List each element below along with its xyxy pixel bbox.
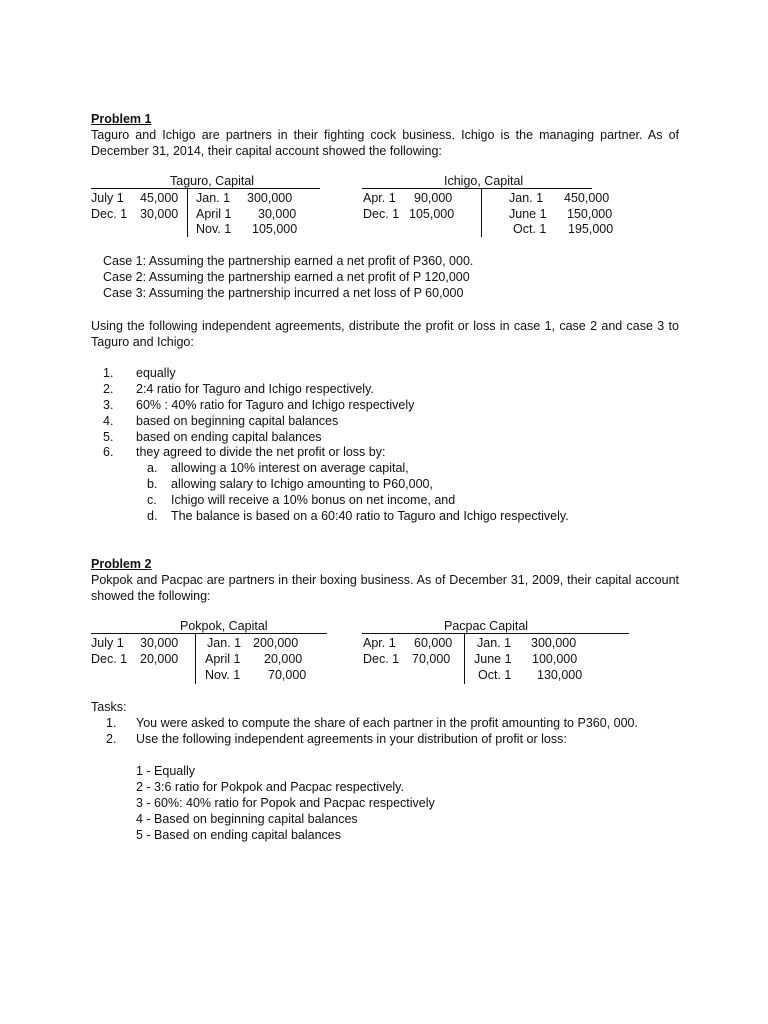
agreement-number: 5. <box>103 430 114 444</box>
agreement-text: based on ending capital balances <box>136 430 322 444</box>
agreement-number: 6. <box>103 445 114 459</box>
pokpok-credit-amount: 20,000 <box>264 652 303 666</box>
sub-agreement-letter: b. <box>147 477 158 491</box>
tasks-label: Tasks: <box>91 700 127 714</box>
agreement-number: 3. <box>103 398 114 412</box>
sub-agreement-letter: d. <box>147 509 158 523</box>
agreement-text: equally <box>136 366 176 380</box>
pacpac-credit-amount: 300,000 <box>531 636 577 650</box>
sub-agreement-text: Ichigo will receive a 10% bonus on net income, and <box>171 493 456 507</box>
option-item: 4 - Based on beginning capital balances <box>136 812 358 826</box>
sub-agreement-letter: c. <box>147 493 157 507</box>
ichigo-credit-date: Oct. 1 <box>513 222 547 236</box>
ichigo-title: Ichigo, Capital <box>444 174 524 188</box>
pacpac-divider <box>464 634 465 684</box>
sub-agreement-text: allowing a 10% interest on average capital, <box>171 461 409 475</box>
pokpok-credit-amount: 70,000 <box>268 668 307 682</box>
problem1-heading: Problem 1 <box>91 112 152 126</box>
taguro-debit-date: July 1 <box>91 191 124 205</box>
agreement-number: 4. <box>103 414 114 428</box>
taguro-debit-date: Dec. 1 <box>91 207 128 221</box>
pacpac-credit-date: June 1 <box>474 652 512 666</box>
pokpok-debit-date: Dec. 1 <box>91 652 128 666</box>
pacpac-credit-amount: 100,000 <box>532 652 578 666</box>
taguro-credit-amount: 105,000 <box>252 222 298 236</box>
case-item: Case 1: Assuming the partnership earned a net profit of P360, 000. <box>103 254 474 268</box>
ichigo-credit-amount: 450,000 <box>564 191 610 205</box>
taguro-debit-amount: 30,000 <box>140 207 179 221</box>
ichigo-credit-amount: 195,000 <box>568 222 614 236</box>
ichigo-credit-date: Jan. 1 <box>509 191 544 205</box>
taguro-credit-date: Nov. 1 <box>196 222 232 236</box>
pokpok-debit-amount: 20,000 <box>140 652 179 666</box>
pacpac-debit-amount: 60,000 <box>414 636 453 650</box>
task-number: 1. <box>106 716 117 730</box>
sub-agreement-text: allowing salary to Ichigo amounting to P60,000, <box>171 477 433 491</box>
option-item: 2 - 3:6 ratio for Pokpok and Pacpac respectively. <box>136 780 404 794</box>
option-item: 3 - 60%: 40% ratio for Popok and Pacpac respectively <box>136 796 435 810</box>
pacpac-credit-date: Jan. 1 <box>477 636 512 650</box>
problem2-intro: Pokpok and Pacpac are partners in their boxing business. As of December 31, 2009, their capital account showed the following: <box>91 573 679 603</box>
ichigo-debit-amount: 90,000 <box>414 191 453 205</box>
pacpac-debit-amount: 70,000 <box>412 652 451 666</box>
taguro-credit-amount: 30,000 <box>258 207 297 221</box>
agreement-number: 2. <box>103 382 114 396</box>
ichigo-divider <box>481 189 482 237</box>
taguro-divider <box>187 189 188 237</box>
agreement-number: 1. <box>103 366 114 380</box>
taguro-credit-date: Jan. 1 <box>196 191 231 205</box>
problem1-instruction: Using the following independent agreements, distribute the profit or loss in case 1, case 2 and case 3 to Taguro and Ichigo: <box>91 319 679 349</box>
pokpok-divider <box>195 634 196 684</box>
task-text: You were asked to compute the share of each partner in the profit amounting to P360, 000. <box>136 716 638 730</box>
taguro-debit-amount: 45,000 <box>140 191 179 205</box>
ichigo-credit-amount: 150,000 <box>567 207 613 221</box>
pokpok-title: Pokpok, Capital <box>180 619 268 633</box>
ichigo-debit-date: Dec. 1 <box>363 207 400 221</box>
pacpac-debit-date: Dec. 1 <box>363 652 400 666</box>
taguro-credit-amount: 300,000 <box>247 191 293 205</box>
pokpok-credit-date: Jan. 1 <box>207 636 242 650</box>
pokpok-credit-date: April 1 <box>205 652 241 666</box>
pacpac-credit-amount: 130,000 <box>537 668 583 682</box>
pokpok-debit-date: July 1 <box>91 636 124 650</box>
problem2-heading: Problem 2 <box>91 557 152 571</box>
case-item: Case 3: Assuming the partnership incurred a net loss of P 60,000 <box>103 286 464 300</box>
ichigo-debit-amount: 105,000 <box>409 207 455 221</box>
pokpok-debit-amount: 30,000 <box>140 636 179 650</box>
pacpac-debit-date: Apr. 1 <box>363 636 396 650</box>
agreement-text: they agreed to divide the net profit or loss by: <box>136 445 386 459</box>
ichigo-credit-date: June 1 <box>509 207 547 221</box>
pacpac-credit-date: Oct. 1 <box>478 668 512 682</box>
pokpok-credit-amount: 200,000 <box>253 636 299 650</box>
option-item: 5 - Based on ending capital balances <box>136 828 342 842</box>
pokpok-credit-date: Nov. 1 <box>205 668 241 682</box>
agreement-text: 2:4 ratio for Taguro and Ichigo respectively. <box>136 382 374 396</box>
agreement-text: based on beginning capital balances <box>136 414 339 428</box>
task-number: 2. <box>106 732 117 746</box>
task-text: Use the following independent agreements in your distribution of profit or loss: <box>136 732 567 746</box>
agreement-text: 60% : 40% ratio for Taguro and Ichigo respectively <box>136 398 415 412</box>
problem1-intro: Taguro and Ichigo are partners in their fighting cock business. Ichigo is the managing partner. As of December 31, 2014, their capital account showed the following: <box>91 128 679 158</box>
taguro-title: Taguro, Capital <box>170 174 255 188</box>
option-item: 1 - Equally <box>136 764 196 778</box>
ichigo-debit-date: Apr. 1 <box>363 191 396 205</box>
case-item: Case 2: Assuming the partnership earned a net profit of P 120,000 <box>103 270 470 284</box>
taguro-credit-date: April 1 <box>196 207 232 221</box>
pacpac-title: Pacpac Capital <box>444 619 529 633</box>
sub-agreement-letter: a. <box>147 461 158 475</box>
sub-agreement-text: The balance is based on a 60:40 ratio to Taguro and Ichigo respectively. <box>171 509 569 523</box>
